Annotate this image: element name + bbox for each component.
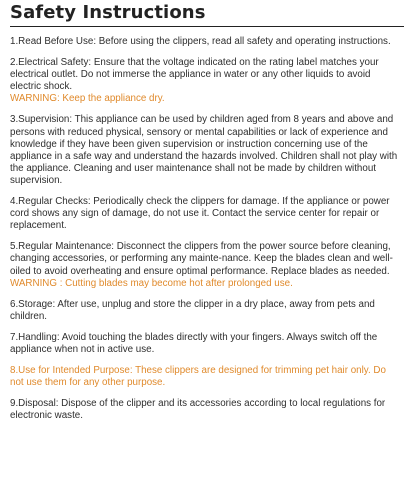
instruction-item-disposal (10, 398, 402, 422)
instruction-text: 9.Disposal: Dispose of the clipper and its accessories according to local regulations for electronic waste. (10, 398, 386, 422)
instruction-text: 4.Regular Checks: Periodically check the clippers for damage. If the appliance or power cord shows any sign of damage, do not use it. Contact the service center for repair or replacement. (10, 196, 390, 232)
instruction-item-regular-maintenance (10, 241, 402, 289)
instruction-item-storage (10, 299, 402, 323)
instruction-text: 1.Read Before Use: Before using the clippers, read all safety and operating instructions. (10, 36, 391, 47)
instruction-text: 3.Supervision: This appliance can be used by children aged from 8 years and above and persons with reduced physical, sensory or mental capabilities or lack of experience and knowledge if they have been given supervision or instruction concerning use of the appliance in a safe way and understand the hazards involved. Children shall not play with the appliance. Cleaning and user maintenance shall not be made by children without supervision. (10, 114, 398, 186)
highlighted-instruction-text: 8.Use for Intended Purpose: These clippers are designed for trimming pet hair only. Do not use them for any other purpose. (10, 365, 386, 389)
instruction-item-handling (10, 332, 402, 356)
warning-text: WARNING: Keep the appliance dry. (10, 93, 165, 105)
instruction-text: 5.Regular Maintenance: Disconnect the clippers from the power source before cleaning, changing accessories, or performing any mainte-nance. Keep the blades clean and well-oiled to avoid overheating and ensure optimal performance. Replace blades as needed. (10, 241, 393, 277)
instruction-text: 7.Handling: Avoid touching the blades directly with your fingers. Always switch off the appliance when not in active use. (10, 331, 378, 355)
title-area (10, 2, 404, 24)
page-title: Safety Instructions (10, 2, 206, 23)
instruction-item-regular-checks (10, 196, 402, 232)
instruction-item-intended-purpose (10, 365, 402, 389)
title-underline (10, 26, 404, 27)
warning-text: WARNING : Cutting blades may become hot after prolonged use. (10, 277, 293, 289)
instructions-list (10, 36, 402, 431)
instruction-item-electrical-safety (10, 57, 402, 105)
instruction-text: 2.Electrical Safety: Ensure that the voltage indicated on the rating label matches your electrical outlet. Do not immerse the appliance in water or any other liquids to avoid electric shock. (10, 57, 379, 93)
instruction-text: 6.Storage: After use, unplug and store the clipper in a dry place, away from pets and children. (10, 298, 375, 322)
instruction-item-read-before-use (10, 36, 402, 48)
instruction-item-supervision (10, 114, 402, 187)
